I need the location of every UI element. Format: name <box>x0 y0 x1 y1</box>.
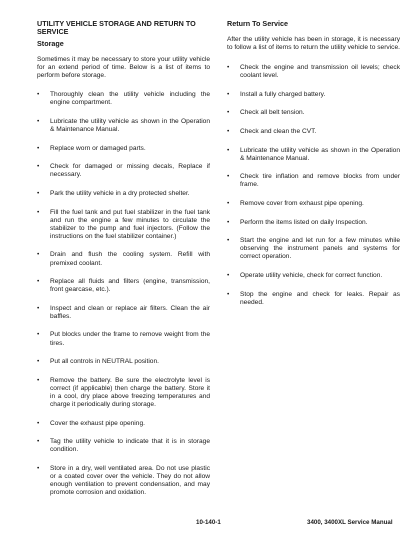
checklist-item-text: Lubricate the utility vehicle as shown in the Operation & Maintenance Manual. <box>240 146 400 162</box>
checklist-item-text: Put blocks under the frame to remove weight from the tires. <box>50 331 210 347</box>
checklist-item <box>37 118 210 134</box>
checklist-item-text: Check tire inflation and remove blocks from under frame. <box>240 173 400 189</box>
checklist-item <box>37 145 210 153</box>
bullet-icon: • <box>37 91 40 99</box>
checklist-item <box>227 91 400 99</box>
checklist-item <box>37 278 210 294</box>
checklist-item <box>37 209 210 241</box>
bullet-icon: • <box>227 90 230 98</box>
bullet-icon: • <box>227 237 230 245</box>
checklist-item <box>37 305 210 321</box>
bullet-icon: • <box>37 144 40 152</box>
page-number: 10-140-1 <box>196 519 221 526</box>
checklist-item-text: Cover the exhaust pipe opening. <box>50 419 145 427</box>
bullet-icon: • <box>37 208 40 216</box>
checklist-item-text: Check and clean the CVT. <box>240 128 317 136</box>
checklist-item <box>37 251 210 267</box>
checklist-item <box>227 200 400 208</box>
checklist-item <box>37 438 210 454</box>
bullet-icon: • <box>227 200 230 208</box>
checklist-item-text: Install a fully charged battery. <box>240 90 326 98</box>
checklist-item-text: Drain and flush the cooling system. Refill with premixed coolant. <box>50 251 210 267</box>
checklist-item <box>227 219 400 227</box>
return-intro: After the utility vehicle has been in storage, it is necessary to follow a list of items to return the utility vehicle to service. <box>227 36 400 52</box>
checklist-item <box>227 173 400 189</box>
checklist-item <box>227 128 400 136</box>
return-checklist <box>227 64 400 307</box>
checklist-item-text: Fill the fuel tank and put fuel stabilizer in the fuel tank and run the engine a few minutes to circulate the stabilizer to the pump and fuel injectors. (Follow the instructions on the fuel stabilizer container.) <box>50 208 210 240</box>
bullet-icon: • <box>37 251 40 259</box>
checklist-item <box>37 358 210 366</box>
bullet-icon: • <box>37 117 40 125</box>
return-heading: Return To Service <box>227 19 288 28</box>
checklist-item-text: Store in a dry, well ventilated area. Do not use plastic or a coated cover over the vehicle. They do not allow enough ventilation to prevent condensation, and may promote corrosion and oxidation. <box>50 464 210 497</box>
bullet-icon: • <box>227 173 230 181</box>
checklist-item-text: Replace all fluids and filters (engine, transmission, front gearcase, etc.). <box>50 278 210 294</box>
bullet-icon: • <box>37 376 40 384</box>
checklist-item-text: Start the engine and let run for a few minutes while observing the instrument panels and systems for correct operation. <box>240 237 400 261</box>
checklist-item <box>37 163 210 179</box>
bullet-icon: • <box>37 163 40 171</box>
checklist-item-text: Thoroughly clean the utility vehicle including the engine compartment. <box>50 91 210 107</box>
bullet-icon: • <box>37 189 40 197</box>
bullet-icon: • <box>227 146 230 154</box>
manual-title: 3400, 3400XL Service Manual <box>307 519 393 526</box>
checklist-item <box>37 465 210 497</box>
checklist-item <box>37 331 210 347</box>
bullet-icon: • <box>227 218 230 226</box>
checklist-item <box>227 237 400 261</box>
checklist-item-text: Put all controls in NEUTRAL position. <box>50 358 159 366</box>
checklist-item-text: Perform the items listed on daily Inspection. <box>240 218 368 226</box>
return-column <box>227 20 400 317</box>
checklist-item-text: Park the utility vehicle in a dry protected shelter. <box>50 189 190 197</box>
checklist-item-text: Check the engine and transmission oil levels; check coolant level. <box>240 64 400 80</box>
bullet-icon: • <box>227 64 230 72</box>
bullet-icon: • <box>37 419 40 427</box>
bullet-icon: • <box>227 272 230 279</box>
checklist-item-text: Remove the battery. Be sure the electrolyte level is correct (if applicable) then charge the battery. Store it in a cool, dry place above freezing temperatures and charge it periodically during storage. <box>50 376 210 409</box>
storage-heading: Storage <box>37 39 64 48</box>
bullet-icon: • <box>37 358 40 366</box>
bullet-icon: • <box>227 128 230 136</box>
checklist-item-text: Inspect and clean or replace air filters. Clean the air baffles. <box>50 304 210 320</box>
bullet-icon: • <box>37 438 40 446</box>
checklist-item-text: Remove cover from exhaust pipe opening. <box>240 200 364 208</box>
storage-intro: Sometimes it may be necessary to store your utility vehicle for an extend period of time. Below is a list of items to perform before storage. <box>37 56 210 80</box>
checklist-item-text: Check for damaged or missing decals, Replace if necessary. <box>50 163 210 179</box>
bullet-icon: • <box>37 331 40 339</box>
checklist-item-text: Check all belt tension. <box>240 109 305 117</box>
checklist-item <box>37 190 210 198</box>
checklist-item <box>227 64 400 80</box>
section-title: UTILITY VEHICLE STORAGE AND RETURN TO SERVICE <box>37 19 196 36</box>
checklist-item <box>227 109 400 117</box>
checklist-item-text: Tag the utility vehicle to indicate that it is in storage condition. <box>50 438 210 454</box>
bullet-icon: • <box>37 278 40 286</box>
storage-checklist <box>37 91 210 497</box>
storage-column <box>37 20 210 508</box>
checklist-item <box>227 272 400 280</box>
checklist-item-text: Operate utility vehicle, check for correct function. <box>240 272 383 279</box>
checklist-item <box>37 420 210 428</box>
checklist-item <box>37 377 210 409</box>
checklist-item-text: Replace worn or damaged parts. <box>50 144 146 152</box>
bullet-icon: • <box>37 464 40 472</box>
checklist-item <box>37 91 210 107</box>
checklist-item-text: Stop the engine and check for leaks. Repair as needed. <box>240 290 400 306</box>
bullet-icon: • <box>227 109 230 117</box>
checklist-item-text: Lubricate the utility vehicle as shown in the Operation & Maintenance Manual. <box>50 117 210 134</box>
checklist-item <box>227 147 400 163</box>
checklist-item <box>227 291 400 307</box>
bullet-icon: • <box>227 290 230 298</box>
bullet-icon: • <box>37 304 40 312</box>
